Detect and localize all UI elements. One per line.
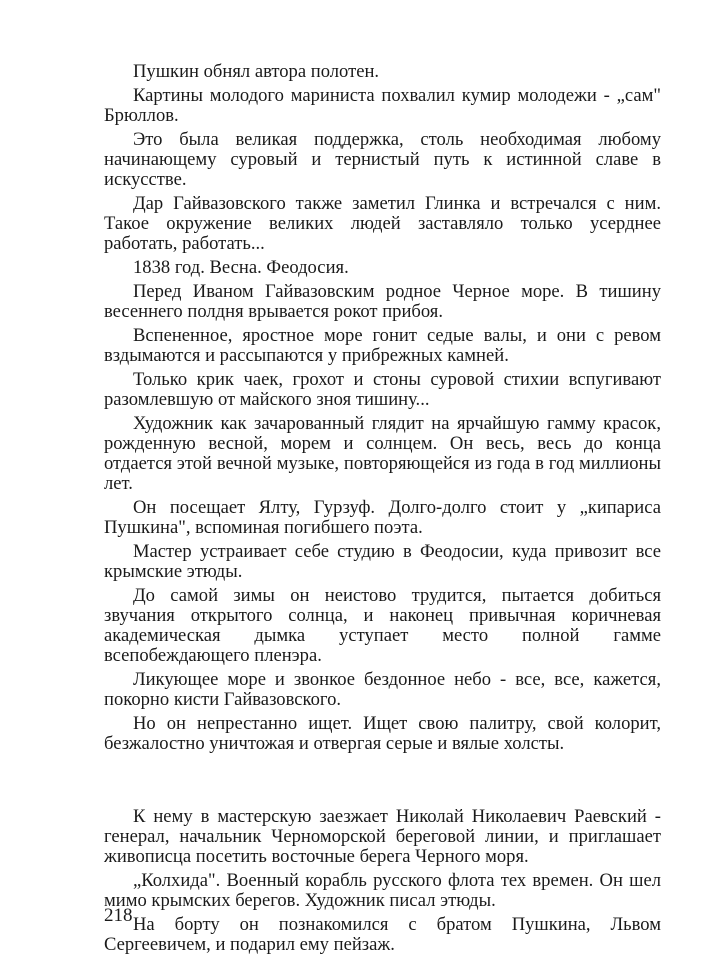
paragraph: Дар Гайвазовского также заметил Глинка и встречался с ним. Такое окружение великих людей заставляло только усерднее работать, работать... xyxy=(104,193,661,254)
paragraph: Художник как зачарованный глядит на ярчайшую гамму красок, рожденную весной, морем и солнцем. Он весь, весь до конца отдается этой вечной музыке, повторяющейся из года в год миллионы лет. xyxy=(104,413,661,494)
paragraph: Пушкин обнял автора полотен. xyxy=(133,61,380,82)
paragraph: Картины молодого мариниста похвалил кумир молодежи - „сам" Брюллов. xyxy=(104,85,661,126)
page-number: 218 xyxy=(104,905,133,926)
paragraph: Мастер устраивает себе студию в Феодосии, куда привозит все крымские этюды. xyxy=(104,541,661,582)
paragraph: Только крик чаек, грохот и стоны суровой стихии вспугивают разомлевшую от майского зноя тишину... xyxy=(104,369,661,410)
paragraph: Это была великая поддержка, столь необходимая любому начинающему суровый и тернистый путь к истинной славе в искусстве. xyxy=(104,129,661,190)
paragraph: „Колхида". Военный корабль русского флота тех времен. Он шел мимо крымских берегов. Художник писал этюды. xyxy=(104,870,661,911)
paragraph: К нему в мастерскую заезжает Николай Николаевич Раевский - генерал, начальник Черноморской береговой линии, и приглашает живописца посетить восточные берега Черного моря. xyxy=(104,806,661,867)
paragraph: 1838 год. Весна. Феодосия. xyxy=(133,257,349,278)
paragraph: Но он непрестанно ищет. Ищет свою палитру, свой колорит, безжалостно уничтожая и отвергая серые и вялые холсты. xyxy=(104,713,661,754)
paragraph: Ликующее море и звонкое бездонное небо - все, все, кажется, покорно кисти Гайвазовского. xyxy=(104,669,661,710)
text-section-two xyxy=(104,807,661,955)
paragraph: Перед Иваном Гайвазовским родное Черное море. В тишину весеннего полдня врывается рокот прибоя. xyxy=(104,281,661,322)
paragraph: До самой зимы он неистово трудится, пытается добиться звучания открытого солнца, и наконец привычная коричневая академическая дымка уступает место полной гамме всепобеждающего пленэра. xyxy=(104,585,661,666)
page-body xyxy=(104,62,661,959)
text-section-one xyxy=(104,62,661,754)
paragraph: На борту он познакомился с братом Пушкина, Львом Сергеевичем, и подарил ему пейзаж. xyxy=(104,914,661,955)
paragraph: Вспененное, яростное море гонит седые валы, и они с ревом вздымаются и рассыпаются у прибрежных камней. xyxy=(104,325,661,366)
paragraph: Он посещает Ялту, Гурзуф. Долго-долго стоит у „кипариса Пушкина", вспоминая погибшего поэта. xyxy=(104,497,661,538)
section-gap xyxy=(104,758,661,807)
